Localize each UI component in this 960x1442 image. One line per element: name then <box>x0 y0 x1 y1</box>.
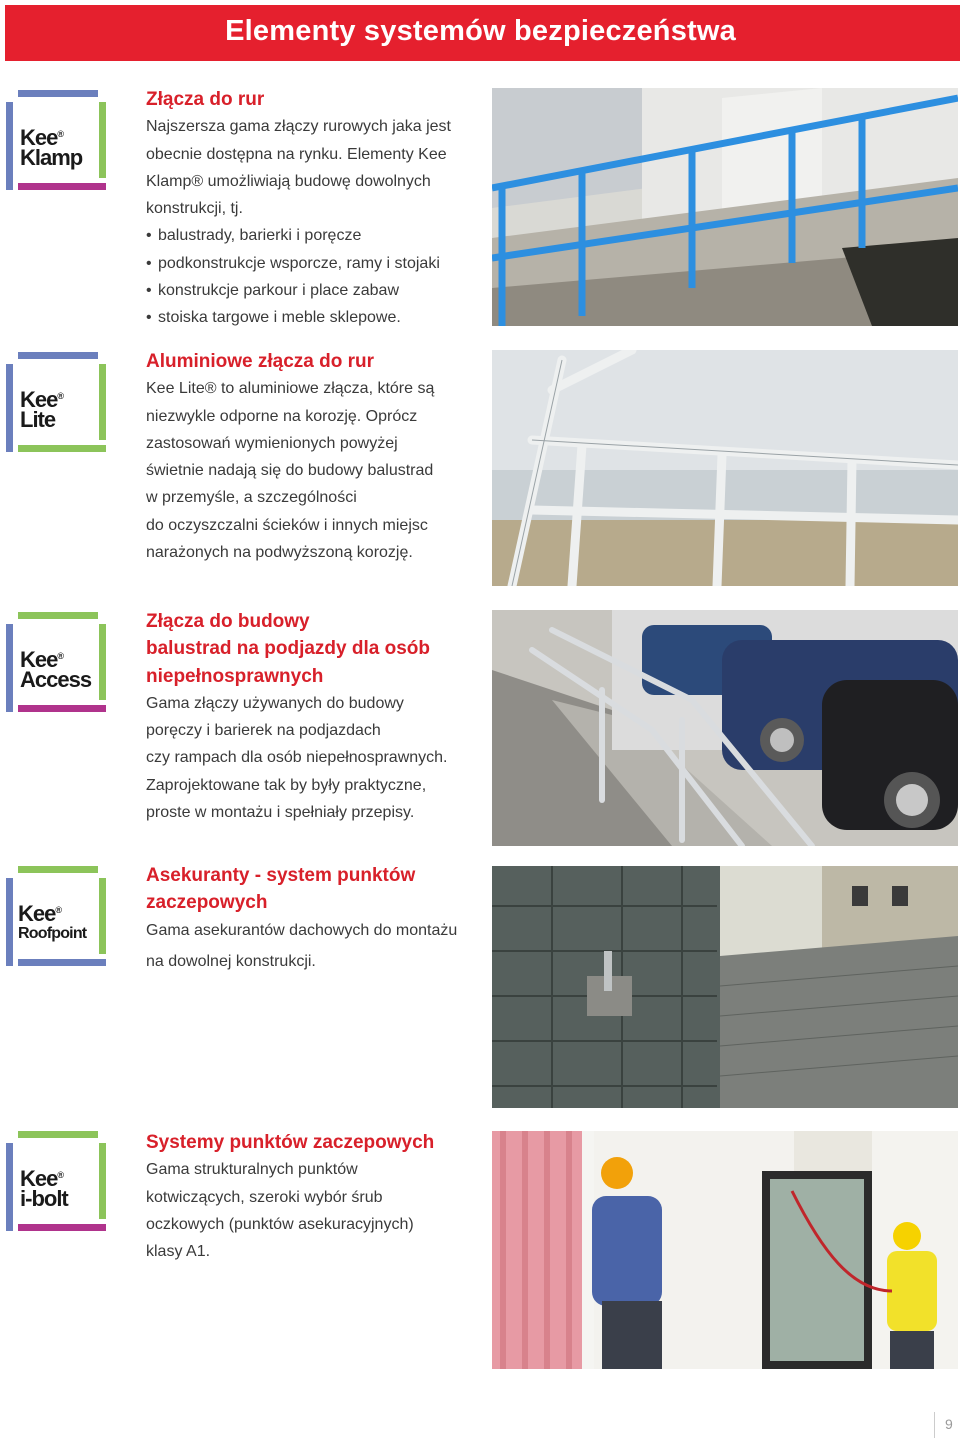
body-line: kotwiczących, szeroki wybór śrub <box>146 1188 383 1206</box>
section-heading: niepełnosprawnych <box>146 665 324 687</box>
body-line: Kee Lite® to aluminiowe złącza, które są <box>146 380 435 398</box>
bullet-list <box>146 222 480 331</box>
section-heading: Aluminiowe złącza do rur <box>146 351 375 372</box>
kee-access-logo: Kee® Access <box>6 612 106 712</box>
kee-lite-logo: Kee® Lite <box>6 352 106 452</box>
photo-ibolt-workers <box>492 1131 958 1369</box>
body-line: narażonych na podwyższoną korozję. <box>146 544 413 562</box>
section-heading: Asekuranty - system punktów <box>146 865 416 886</box>
section-heading: zaczepowych <box>146 892 268 914</box>
body-line: na dowolnej konstrukcji. <box>146 952 316 970</box>
body-line: czy rampach dla osób niepełnosprawnych. <box>146 749 448 767</box>
body-line: Gama asekurantów dachowych do montażu <box>146 921 458 939</box>
body-line: Zaprojektowane tak by były praktyczne, <box>146 776 427 794</box>
body-line: konstrukcji, tj. <box>146 200 243 218</box>
page-number: 9 <box>945 1416 953 1432</box>
body-line: w przemyśle, a szczególności <box>146 489 357 507</box>
page-header <box>5 5 960 61</box>
body-line: Gama złączy używanych do budowy <box>146 694 404 712</box>
kee-klamp-logo: Kee® Klamp <box>6 90 106 190</box>
section-heading: balustrad na podjazdy dla osób <box>146 638 430 660</box>
kee-roofpoint-logo: Kee® Roofpoint <box>6 866 106 966</box>
body-line: Klamp® umożliwiają budowę dowolnych <box>146 172 431 190</box>
section-heading: Złącza do budowy <box>146 611 310 632</box>
body-line: świetnie nadają się do budowy balustrad <box>146 462 434 480</box>
section-heading: Systemy punktów zaczepowych <box>146 1132 435 1153</box>
body-line: klasy A1. <box>146 1243 211 1261</box>
section-text <box>146 1129 480 1265</box>
bullet-item: • konstrukcje parkour i place zabaw <box>146 277 480 304</box>
body-line: zastosowań wymienionych powyżej <box>146 434 398 452</box>
body-line: niezwykle odporne na korozję. Oprócz <box>146 407 418 425</box>
body-line: Najszersza gama złączy rurowych jaka jest <box>146 118 451 136</box>
body-line: Gama strukturalnych punktów <box>146 1161 358 1179</box>
photo-aluminium-railing <box>492 350 958 586</box>
section-heading: Złącza do rur <box>146 89 265 110</box>
body-line: oczkowych (punktów asekuracyjnych) <box>146 1215 414 1233</box>
page-title: Elementy systemów bezpieczeństwa <box>225 15 736 47</box>
photo-roof-anchor <box>492 866 958 1108</box>
photo-blue-railing <box>492 88 958 326</box>
kee-ibolt-logo: Kee® i-bolt <box>6 1131 106 1231</box>
section-text <box>146 348 480 566</box>
bullet-item: • podkonstrukcje wsporcze, ramy i stojaki <box>146 250 480 277</box>
body-line: proste w montażu i spełniały przepisy. <box>146 804 415 822</box>
photo-access-ramp <box>492 610 958 846</box>
section-text <box>146 862 480 975</box>
section-text <box>146 608 480 826</box>
page-number-divider <box>934 1412 935 1438</box>
bullet-item: • stoiska targowe i meble sklepowe. <box>146 304 480 331</box>
body-line: obecnie dostępna na rynku. Elementy Kee <box>146 145 447 163</box>
section-text <box>146 86 480 332</box>
bullet-item: • balustrady, barierki i poręcze <box>146 222 480 249</box>
body-line: do oczyszczalni ścieków i innych miejsc <box>146 516 428 534</box>
body-line: poręczy i barierek na podjazdach <box>146 722 381 740</box>
